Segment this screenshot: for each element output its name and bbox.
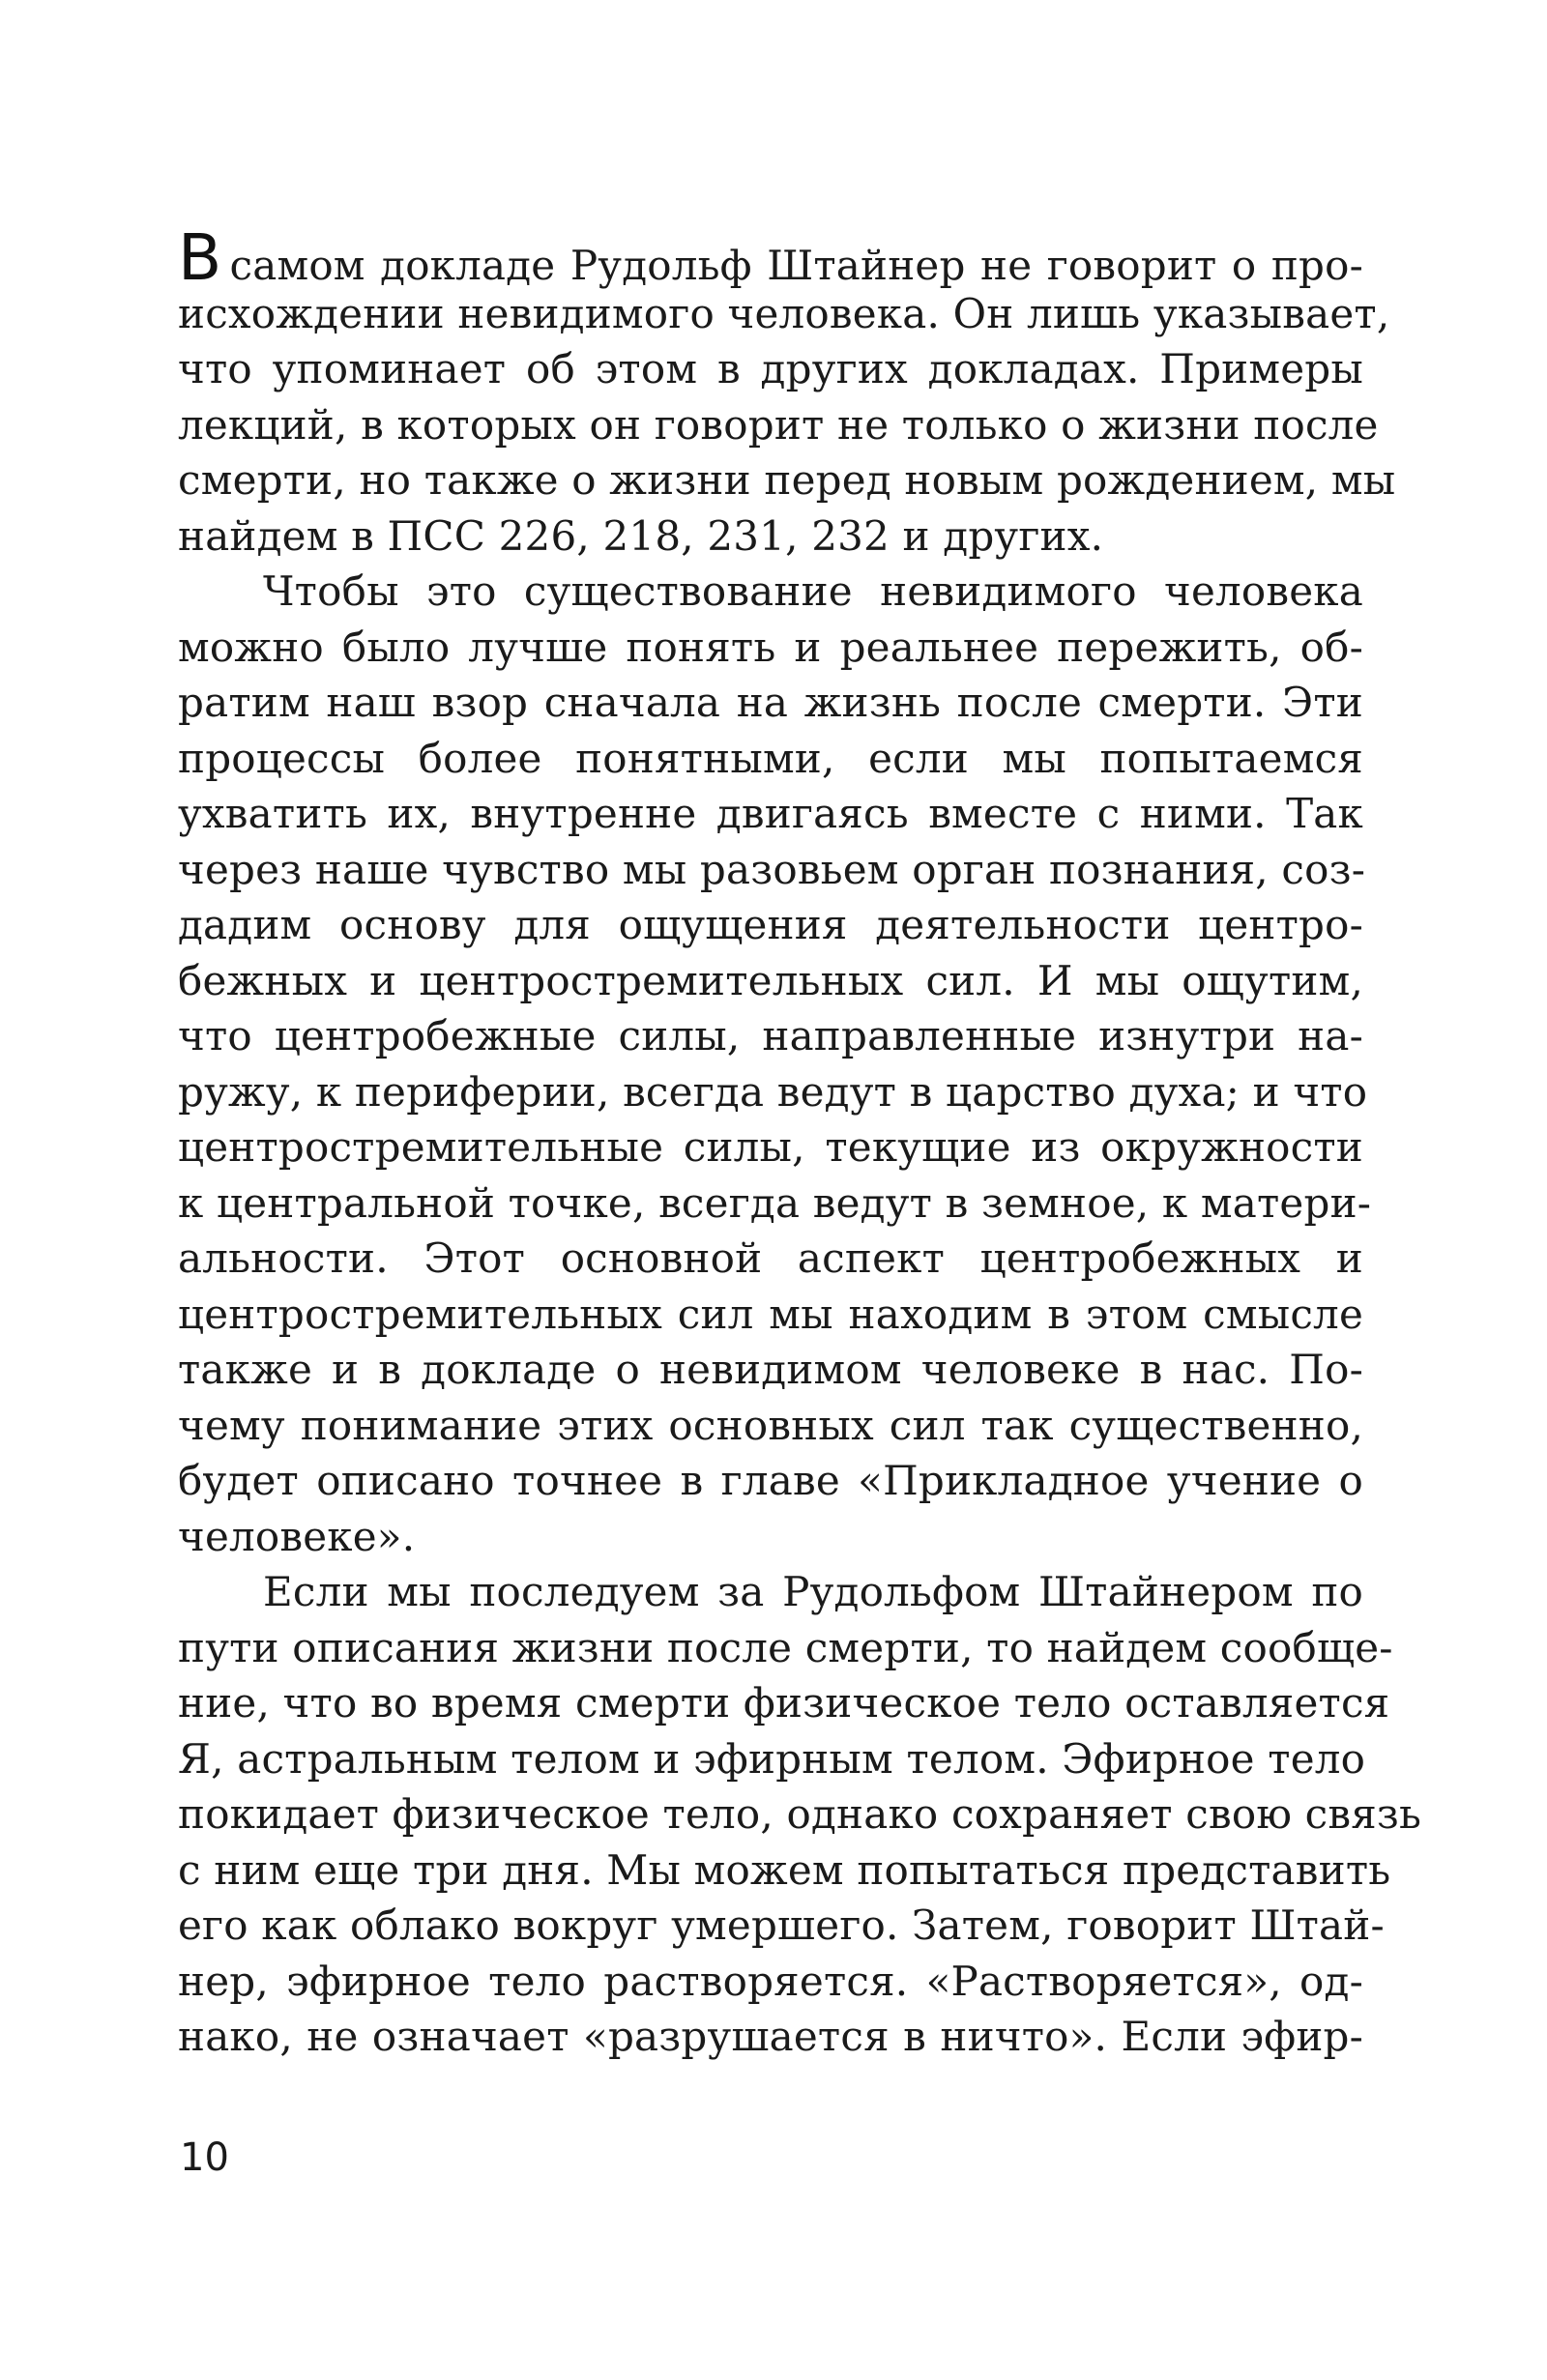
text-line: будет описано точнее в главе «Прикладное учение о [178,1457,1363,1504]
text-line: что центробежные силы, направленные изнутри на- [178,1012,1363,1059]
text-line: нер, эфирное тело растворяется. «Растворяется», од- [178,1957,1363,2005]
page-number: 10 [180,2135,229,2180]
text-line: можно было лучше понять и реальнее пережить, об- [178,623,1363,671]
text-line: найдем в ПСС 226, 218, 231, 232 и других. [178,511,1104,560]
text-line: ружу, к периферии, всегда ведут в царство духа; и что [178,1067,1368,1116]
text-line: чему понимание этих основных сил так существенно, [178,1401,1363,1449]
dropcap: В [178,220,222,295]
text-line: ние, что во время смерти физическое тело оставляется [178,1679,1390,1727]
text-line: покидает физическое тело, однако сохраняет свою связь [178,1790,1422,1838]
text-line: лекций, в которых он говорит не только о жизни после [178,400,1379,449]
text-line: ратим наш взор сначала на жизнь после смерти. Эти [178,679,1363,726]
text-line: смерти, но также о жизни перед новым рождением, мы [178,456,1396,504]
text-line: Я, астральным телом и эфирным телом. Эфирное тело [178,1734,1366,1783]
text-line: Чтобы это существование невидимого человека [263,567,1363,615]
text-line: его как облако вокруг умершего. Затем, говорит Штай- [178,1901,1385,1949]
text-line: человеке». [178,1512,416,1560]
text-line: альности. Этот основной аспект центробежных и [178,1234,1363,1282]
text-line: также и в докладе о невидимом человеке в нас. По- [178,1346,1363,1393]
text-line: через наше чувство мы разовьем орган познания, соз- [178,845,1366,893]
text-line: Если мы последуем за Рудольфом Штайнером по [263,1568,1363,1615]
text-line [178,220,1363,295]
text-line: дадим основу для ощущения деятельности центро- [178,901,1363,948]
text-line: бежных и центростремительных сил. И мы ощутим, [178,956,1363,1004]
text-line: нако, не означает «разрушается в ничто». Если эфир- [178,2013,1363,2060]
text-line: процессы более понятными, если мы попытаемся [178,734,1363,782]
text-line: ухватить их, внутренне двигаясь вместе с ними. Так [178,790,1363,837]
text-line: центростремительные силы, текущие из окружности [178,1123,1363,1171]
text-line-content: самом докладе Рудольф Штайнер не говорит о про- [229,242,1363,289]
text-line: что упоминает об этом в других докладах. Примеры [178,345,1363,392]
text-line: с ним еще три дня. Мы можем попытаться представить [178,1845,1391,1894]
text-line: центростремительных сил мы находим в этом смысле [178,1290,1363,1338]
text-line: исхождении невидимого человека. Он лишь указывает, [178,289,1390,337]
text-line: к центральной точке, всегда ведут в земное, к матери- [178,1178,1372,1227]
body-text [178,220,1422,2065]
text-line: пути описания жизни после смерти, то найдем сообще- [178,1623,1393,1671]
